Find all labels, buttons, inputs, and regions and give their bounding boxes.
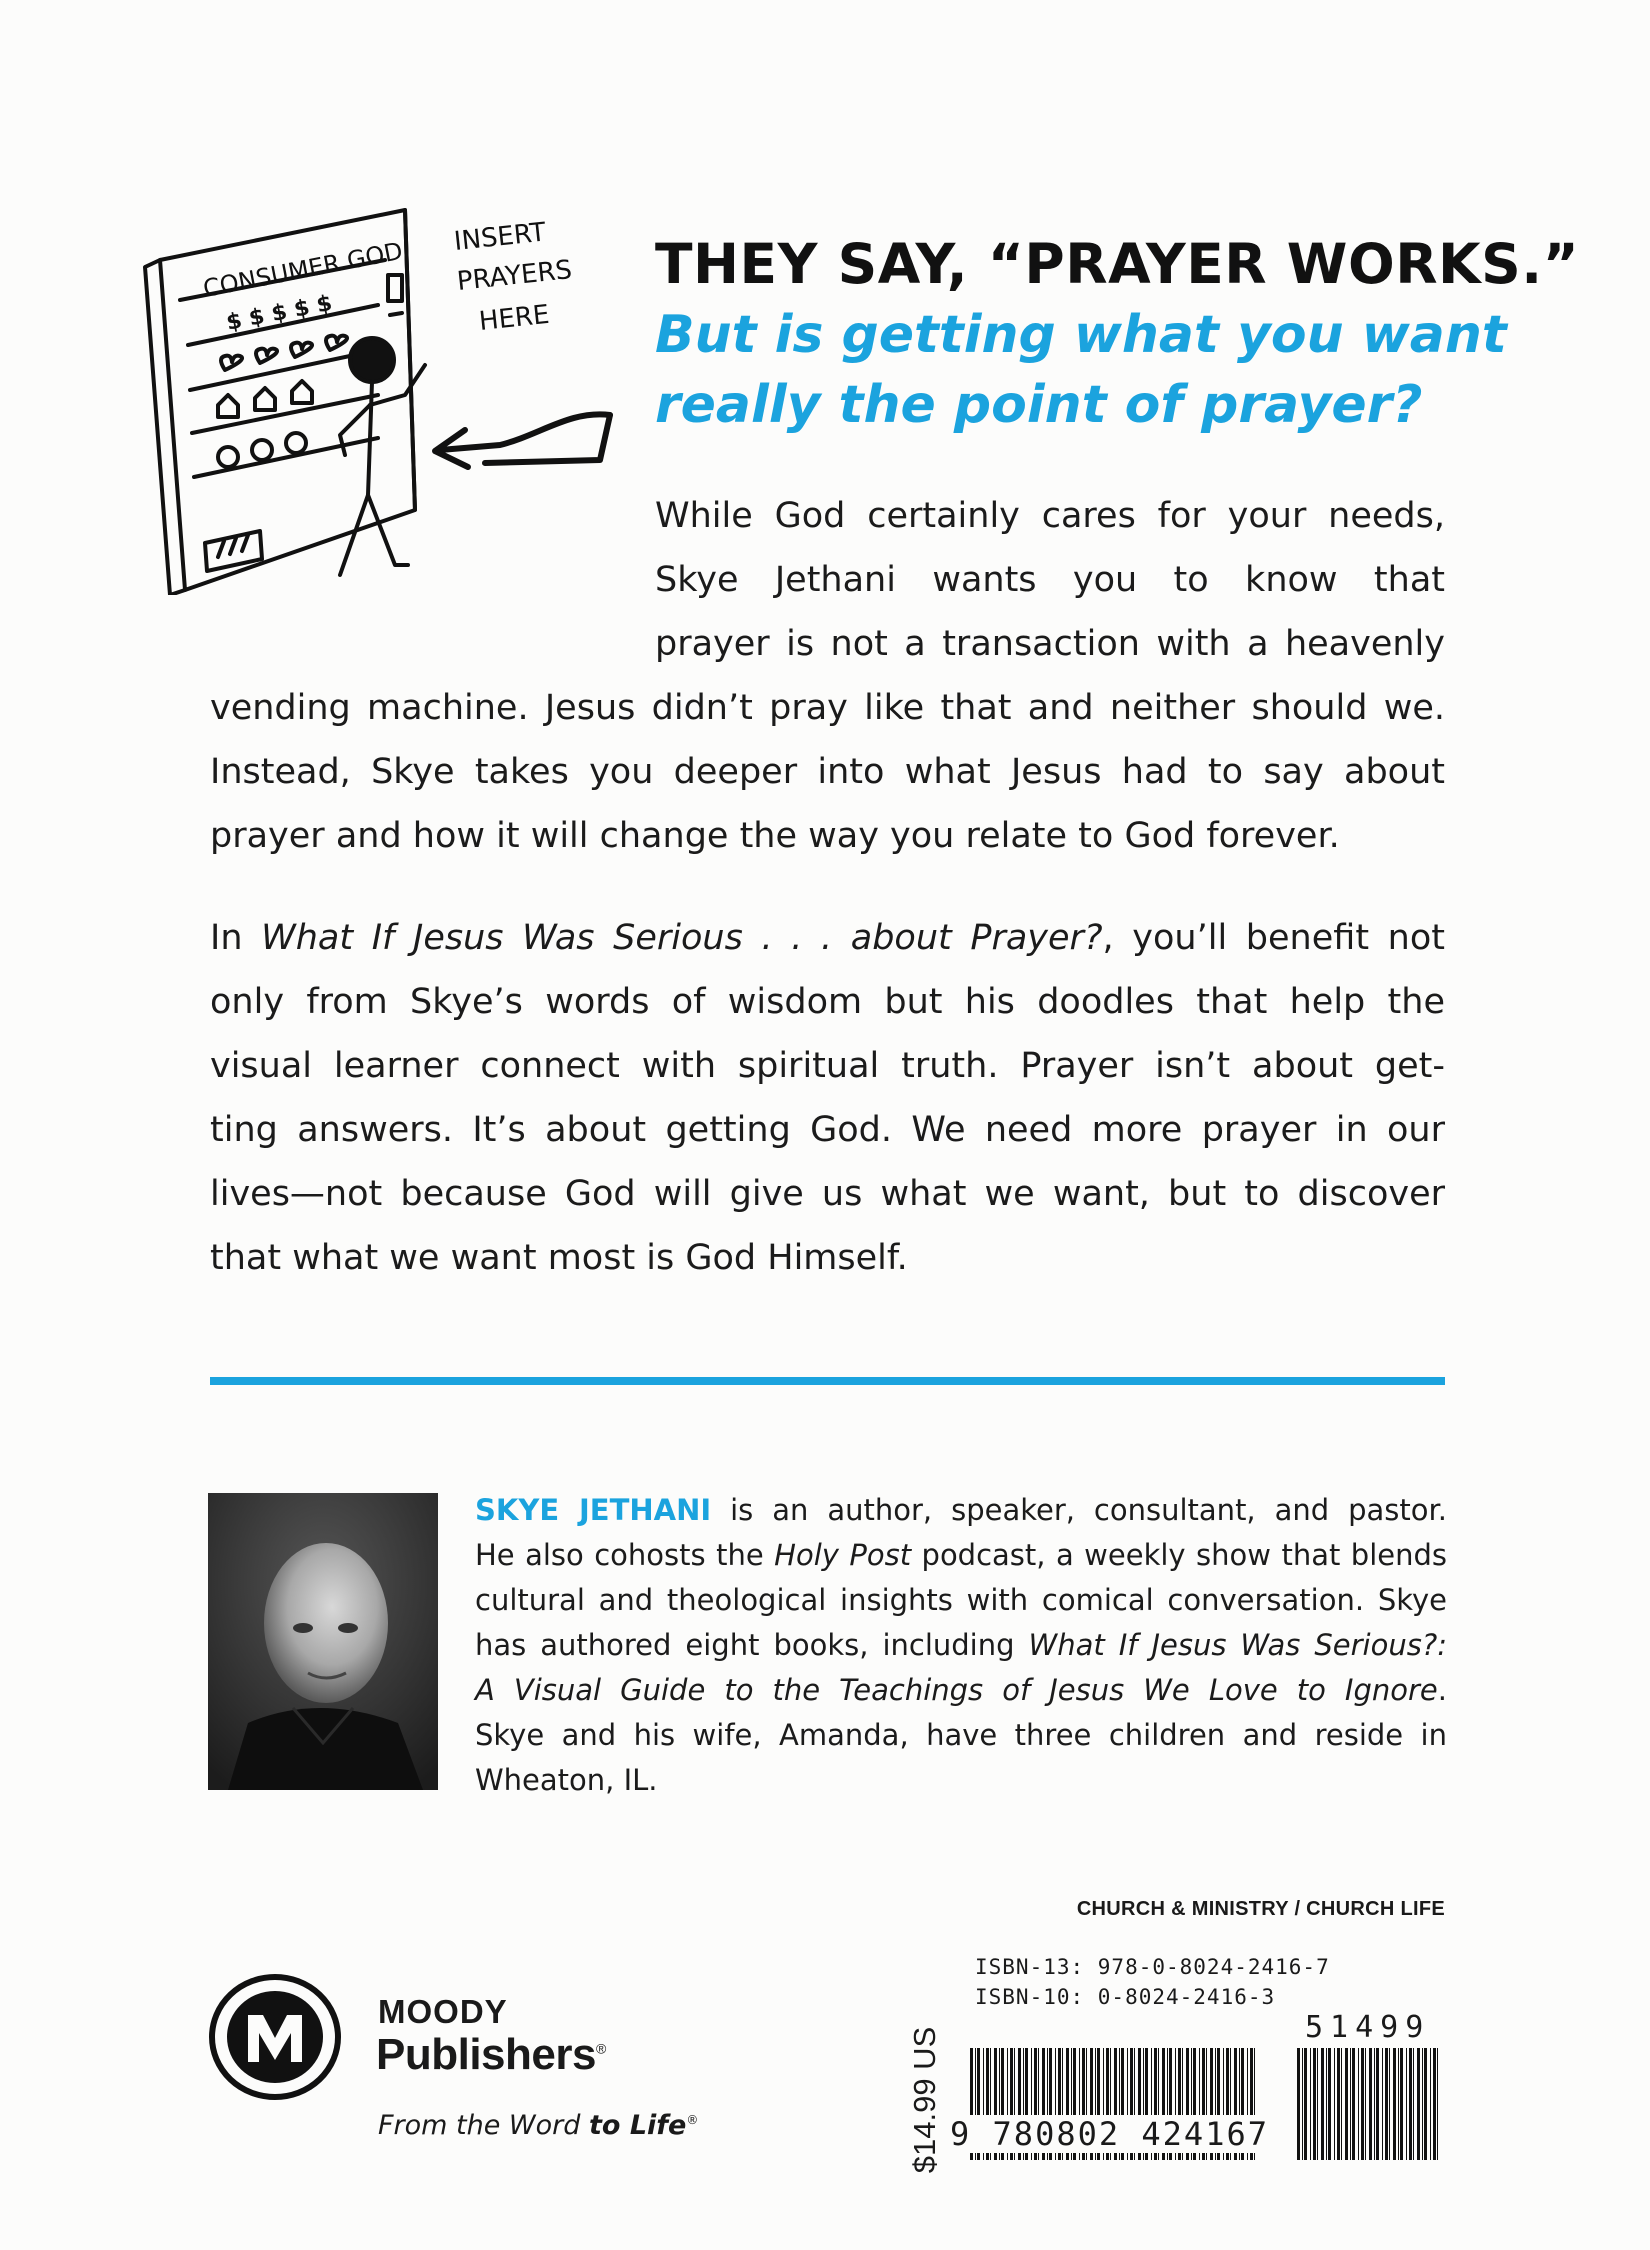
bio-text: podcast, a weekly show that blends: [911, 1538, 1447, 1572]
barcode-bar: [1361, 2048, 1364, 2160]
registered-mark: ®: [595, 2040, 606, 2057]
sign-line-1: INSERT: [452, 217, 548, 257]
barcode-bar: [1358, 2048, 1359, 2160]
bio-text: .: [1437, 1673, 1447, 1707]
author-name: SKYE JETHANI: [475, 1493, 712, 1527]
book-title: What If Jesus Was Serious . . . about Prayer?: [261, 918, 1103, 958]
barcode-bar: [1417, 2048, 1420, 2160]
para2-suffix: , you’ll benefit not: [1102, 918, 1445, 958]
barcode-bar: [1334, 2048, 1335, 2160]
bio-line: [475, 1623, 1447, 1668]
barcode-bar: [1406, 2048, 1407, 2160]
addon-digits: 51499: [1305, 2010, 1431, 2045]
barcode-bar: [1430, 2048, 1431, 2160]
sign-line-3: HERE: [477, 299, 551, 337]
para2-line-first: [210, 906, 1445, 970]
barcode-bar: [1310, 2048, 1311, 2160]
publisher-name-top: MOODY: [378, 1993, 508, 2030]
bio-text: is an author, speaker, consultant, and pastor.: [711, 1493, 1448, 1527]
publisher-name-bottom: [376, 2030, 606, 2080]
money-row: $ $ $ $ $: [224, 290, 335, 336]
para2-prefix: In: [210, 918, 262, 958]
divider-rule: [210, 1377, 1445, 1385]
headline: THEY SAY, “PRAYER WORKS.”: [655, 232, 1580, 296]
para1-line: Skye Jethani wants you to know that: [655, 560, 1445, 600]
barcode-bar: [1409, 2048, 1412, 2160]
barcode-bar: [1422, 2048, 1423, 2160]
barcode-bar: [1321, 2048, 1324, 2160]
bio-text: has authored eight books, including: [475, 1628, 1029, 1662]
bio-line: cultural and theological insights with comical conversation. Skye: [475, 1583, 1447, 1617]
para2-line: ting answers. It’s about getting God. We need more prayer in our: [210, 1110, 1445, 1150]
subheadline-line-1: But is getting what you want: [655, 305, 1507, 365]
barcode-bar: [1376, 2048, 1379, 2160]
barcode-bar: [1400, 2048, 1403, 2160]
barcode-bar: [1393, 2048, 1396, 2160]
barcode-bar: [1297, 2048, 1300, 2160]
podcast-title: Holy Post: [774, 1538, 912, 1572]
barcode-bar: [1304, 2048, 1307, 2160]
subheadline-line-2: really the point of prayer?: [655, 375, 1423, 435]
publisher-name-text: Publishers: [376, 2030, 596, 2079]
publisher-tagline: [378, 2110, 698, 2141]
para1-line: Instead, Skye takes you deeper into what Jesus had to say about: [210, 752, 1445, 792]
para1-line: prayer is not a transaction with a heavenly: [655, 624, 1445, 664]
isbn-13: ISBN-13: 978-0-8024-2416-7: [975, 1955, 1330, 1979]
isbn-10: ISBN-10: 0-8024-2416-3: [975, 1985, 1276, 2009]
barcode-bar: [1365, 2048, 1366, 2160]
barcode-bar: [1385, 2048, 1388, 2160]
bio-text: He also cohosts the: [475, 1538, 775, 1572]
para2-line: only from Skye’s words of wisdom but his doodles that help the: [210, 982, 1445, 1022]
bio-line: Skye and his wife, Amanda, have three children and reside in: [475, 1718, 1447, 1752]
barcode-bar: [1369, 2048, 1372, 2160]
barcode-bar: [1437, 2048, 1438, 2160]
barcode-bar: [1398, 2048, 1399, 2160]
moody-logo-icon: [208, 1970, 343, 2105]
barcode-bar: [1313, 2048, 1316, 2160]
author-photo: [208, 1493, 438, 1790]
para1-line: prayer and how it will change the way you relate to God forever.: [210, 816, 1340, 856]
para1-line: While God certainly cares for your needs,: [655, 496, 1445, 536]
addon-barcode: [1297, 2048, 1445, 2160]
para2-line: visual learner connect with spiritual truth. Prayer isn’t about get-: [210, 1046, 1445, 1086]
barcode-bar: [1326, 2048, 1327, 2160]
tagline-text: From the Word: [378, 2110, 589, 2141]
bio-line: [475, 1488, 1447, 1533]
barcode-bar: [1317, 2048, 1318, 2160]
barcode-bar: [1337, 2048, 1340, 2160]
sign-line-2: PRAYERS: [455, 255, 574, 297]
barcode-bar: [1424, 2048, 1427, 2160]
bio-line: [475, 1668, 1447, 1713]
barcode-bar: [1350, 2048, 1351, 2160]
para2-line: lives—not because God will give us what we want, but to discover: [210, 1174, 1445, 1214]
price-text: $14.99 US: [907, 2026, 942, 2174]
tagline-bold: to Life: [588, 2110, 687, 2141]
barcode-bar: [1345, 2048, 1348, 2160]
book-title: What If Jesus Was Serious?:: [1028, 1628, 1447, 1662]
barcode-bar: [1341, 2048, 1342, 2160]
bio-line: Wheaton, IL.: [475, 1763, 658, 1797]
vending-machine-doodle: [140, 205, 620, 595]
bisac-category: CHURCH & MINISTRY / CHURCH LIFE: [1076, 1898, 1445, 1920]
barcode-bar: [1302, 2048, 1303, 2160]
registered-mark: ®: [686, 2113, 699, 2127]
barcode-bar: [1352, 2048, 1355, 2160]
barcode-bar: [1389, 2048, 1390, 2160]
barcode-bar: [1433, 2048, 1436, 2160]
barcode-bar: [1374, 2048, 1375, 2160]
machine-label: CONSUMER GOD: [200, 236, 405, 303]
price-label: [905, 2005, 945, 2195]
barcode-bar: [1382, 2048, 1383, 2160]
barcode-bar: [1328, 2048, 1331, 2160]
para2-line: that what we want most is God Himself.: [210, 1238, 908, 1278]
book-subtitle: A Visual Guide to the Teachings of Jesus We Love to Ignore: [475, 1673, 1438, 1707]
para1-line: vending machine. Jesus didn’t pray like that and neither should we.: [210, 688, 1445, 728]
barcode-digits: 9 780802 424167: [950, 2115, 1269, 2153]
barcode-bar: [1413, 2048, 1414, 2160]
bio-line: [475, 1533, 1447, 1578]
